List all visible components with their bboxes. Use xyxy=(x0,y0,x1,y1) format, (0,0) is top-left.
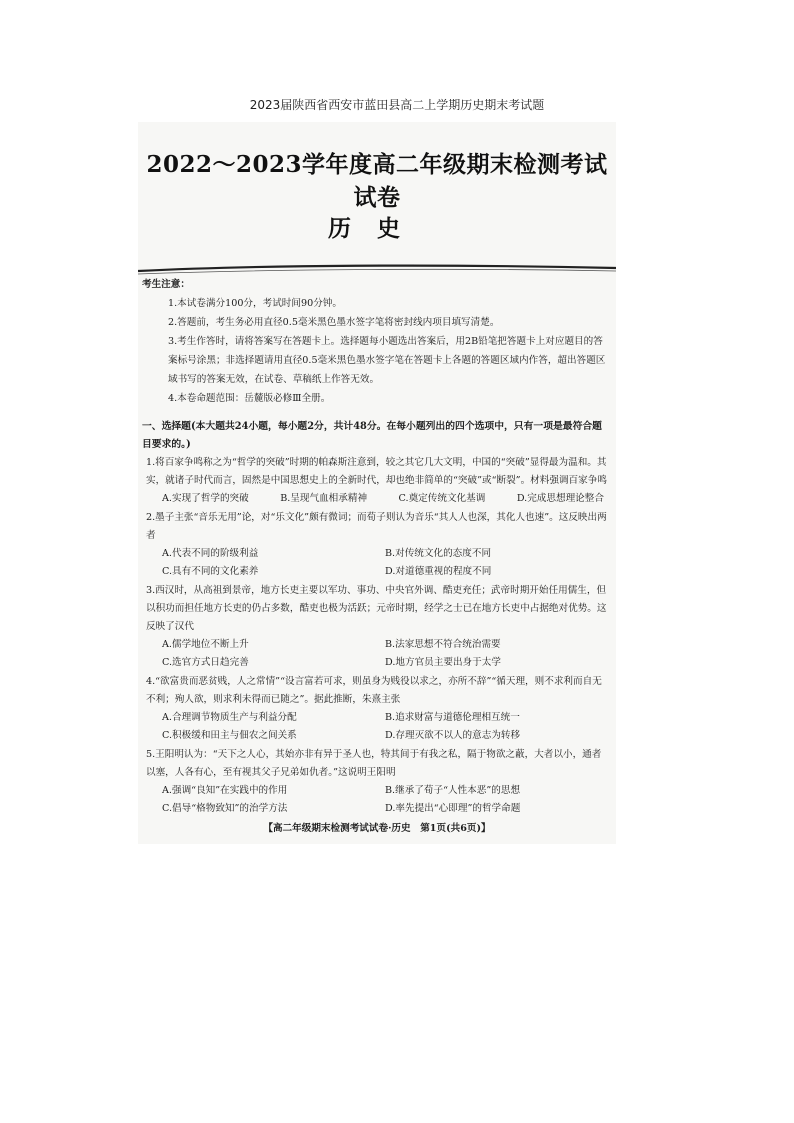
option-b: B.继承了荀子“人性本恶”的思想 xyxy=(385,785,521,796)
exam-page-scan xyxy=(138,122,616,844)
option-d: D.完成思想理论整合 xyxy=(516,493,604,504)
question-options xyxy=(146,782,608,818)
question-list xyxy=(146,454,608,819)
document-title: 2023届陕西省西安市蓝田县高二上学期历史期末考试题 xyxy=(249,98,545,112)
option-a: A.强调“良知”在实践中的作用 xyxy=(162,785,288,796)
question-stem: 3.西汉时，从高祖到景帝，地方长吏主要以军功、事功、中央官外调、酷吏充任；武帝时期开始任用儒生，但以积功而担任地方长吏的仍占多数，酷吏也极为活跃；元帝时期，经学之士已在地方长吏中占据绝对优势。这反映了汉代 xyxy=(146,585,607,632)
option-d: D.对道德重视的程度不同 xyxy=(385,566,492,577)
option-c: C.具有不同的文化素养 xyxy=(162,566,259,577)
page-footer: 【高二年级期末检测考试试卷·历史 第1页(共6页)】 xyxy=(263,823,491,834)
option-a: A.实现了哲学的突破 xyxy=(162,493,249,504)
candidate-notes xyxy=(142,275,612,408)
question-item xyxy=(146,746,608,818)
option-d: D.地方官员主要出身于太学 xyxy=(385,657,501,668)
question-stem: 4.“欲富贵而恶贫贱，人之常情”“设言富若可求，则虽身为贱役以求之，亦所不辞”“循天理，则不求利而自无不利；殉人欲，则求利未得而已随之”。据此推断，朱熹主张 xyxy=(146,676,602,705)
question-options xyxy=(146,709,608,745)
option-d: D.率先提出“心即理”的哲学命题 xyxy=(385,803,521,814)
note-item: 4.本卷命题范围：岳麓版必修Ⅲ全册。 xyxy=(168,393,331,404)
notes-heading: 考生注意： xyxy=(142,279,190,290)
question-item xyxy=(146,454,608,508)
question-stem: 2.墨子主张“音乐无用”论，对“乐文化”颇有微词；而荀子则认为音乐“其人人也深，其化人也速”。这反映出两者 xyxy=(146,512,607,541)
option-d: D.存理灭欲不以人的意志为转移 xyxy=(385,730,521,741)
header-rule xyxy=(138,262,616,276)
question-item xyxy=(146,582,608,672)
option-c: C.倡导“格物致知”的治学方法 xyxy=(162,803,288,814)
option-c: C.奠定传统文化基调 xyxy=(398,493,486,504)
option-a: A.合理调节物质生产与利益分配 xyxy=(162,712,297,723)
section-heading: 一、选择题(本大题共24小题，每小题2分，共计48分。在每小题列出的四个选项中，只有一项是最符合题目要求的。) xyxy=(142,421,602,450)
note-item: 1.本试卷满分100分，考试时间90分钟。 xyxy=(168,298,342,309)
note-item: 3.考生作答时，请将答案写在答题卡上。选择题每小题选出答案后，用2B铅笔把答题卡上对应题目的答案标号涂黑；非选择题请用直径0.5毫米黑色墨水签字笔在答题卡上各题的答题区域内作答，超出答题区域书写的答案无效，在试卷、草稿纸上作答无效。 xyxy=(168,336,606,385)
question-item xyxy=(146,509,608,581)
question-options xyxy=(146,636,608,672)
option-a: A.代表不同的阶级利益 xyxy=(162,548,259,559)
question-options xyxy=(146,490,608,508)
option-c: C.积极缓和田主与佃农之间关系 xyxy=(162,730,297,741)
exam-title: 2022～2023学年度高二年级期末检测考试试卷 xyxy=(146,151,608,211)
question-stem: 1.将百家争鸣称之为“哲学的突破”时期的帕森斯注意到，较之其它几大文明，中国的“突破”显得最为温和。其实，就诸子时代而言，固然是中国思想史上的全新时代，却也绝非简单的“突破”或“断裂”。材料强调百家争鸣 xyxy=(146,457,607,486)
exam-subject: 历史 xyxy=(328,215,426,242)
note-item: 2.答题前，考生务必用直径0.5毫米黑色墨水签字笔将密封线内项目填写清楚。 xyxy=(168,317,500,328)
question-stem: 5.王阳明认为：“天下之人心，其始亦非有异于圣人也，特其间于有我之私，隔于物欲之蔽，大者以小，通者以塞，人各有心，至有视其父子兄弟如仇者。”这说明王阳明 xyxy=(146,749,602,778)
question-item xyxy=(146,673,608,745)
question-options xyxy=(146,545,608,581)
option-b: B.呈现气血相承精神 xyxy=(280,493,368,504)
option-b: B.对传统文化的态度不同 xyxy=(385,548,492,559)
option-b: B.法家思想不符合统治需要 xyxy=(385,639,501,650)
option-b: B.追求财富与道德伦理相互统一 xyxy=(385,712,520,723)
option-a: A.儒学地位不断上升 xyxy=(162,639,249,650)
option-c: C.选官方式日趋完善 xyxy=(162,657,249,668)
